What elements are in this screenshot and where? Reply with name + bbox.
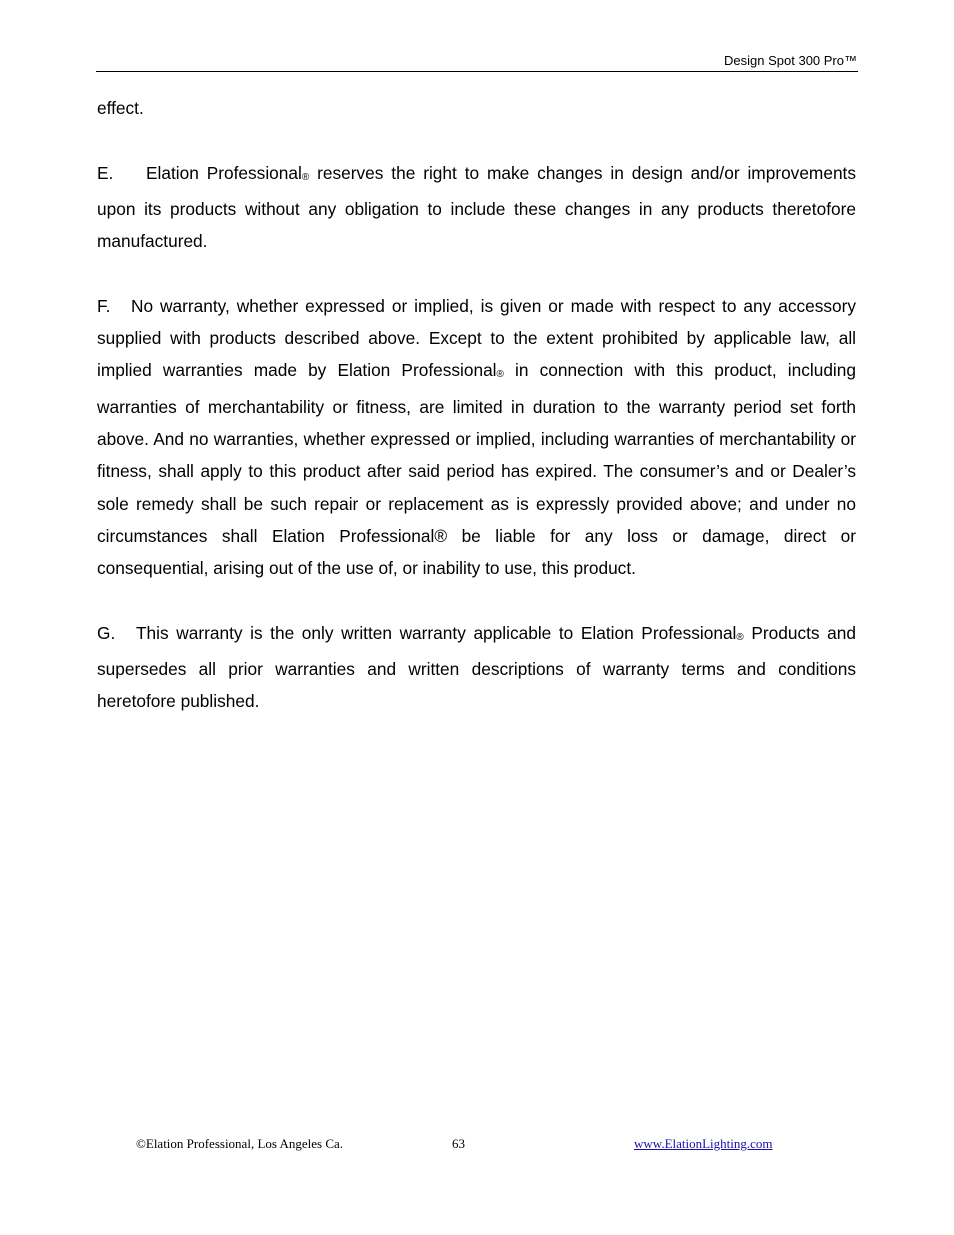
continuation-text: effect. [97, 98, 144, 118]
paragraph-g-text-1: This warranty is the only written warranty applicable to Elation Professional [136, 622, 737, 643]
registered-mark: ® [496, 369, 504, 381]
document-header-title: Design Spot 300 Pro™ [724, 53, 857, 68]
document-body [97, 92, 856, 718]
paragraph-e-brand: Elation Professional [146, 162, 302, 183]
paragraph-g-text-2: Products and supersedes all prior warranties and written descriptions of warranty terms and conditions heretofore published. [97, 622, 856, 712]
header-divider [96, 71, 858, 72]
paragraph-g [97, 617, 856, 718]
registered-mark: ® [301, 171, 310, 183]
paragraph-e-text: reserves the right to make changes in design and/or improvements upon its products without any obligation to include these changes in any products theretofore manufactured. [97, 162, 856, 252]
registered-mark: ® [736, 631, 744, 643]
footer-copyright: ©Elation Professional, Los Angeles Ca. [136, 1136, 344, 1151]
paragraph-e-label: E. [97, 162, 114, 183]
paragraph-e [97, 157, 856, 258]
paragraph-f [97, 290, 856, 585]
paragraph-f-text-2: in connection with this product, including warranties of merchantability or fitness, are limited in duration to the warranty period set forth above. And no warranties, whether expressed or implied, including warranties of merchantability or fitness, shall apply to this product after said period has expired. The consumer’s and or Dealer’s sole remedy shall be such repair or replacement as is expressly provided above; and under no circumstances shall Elation Professional® be liable for any loss or damage, direct or consequential, arising out of the use of, or inability to use, this product. [97, 360, 856, 579]
page-number: 63 [452, 1136, 465, 1151]
paragraph-f-text-1: No warranty, whether expressed or implied, is given or made with respect to any accessory supplied with products described above. Except to the extent prohibited by applicable law, all implied warranties made by Elation Professional [97, 295, 856, 381]
paragraph-g-label: G. [97, 622, 116, 643]
paragraph-f-label: F. [97, 295, 111, 316]
page-footer [0, 1135, 954, 1153]
website-link[interactable]: www.ElationLighting.com [634, 1136, 773, 1151]
